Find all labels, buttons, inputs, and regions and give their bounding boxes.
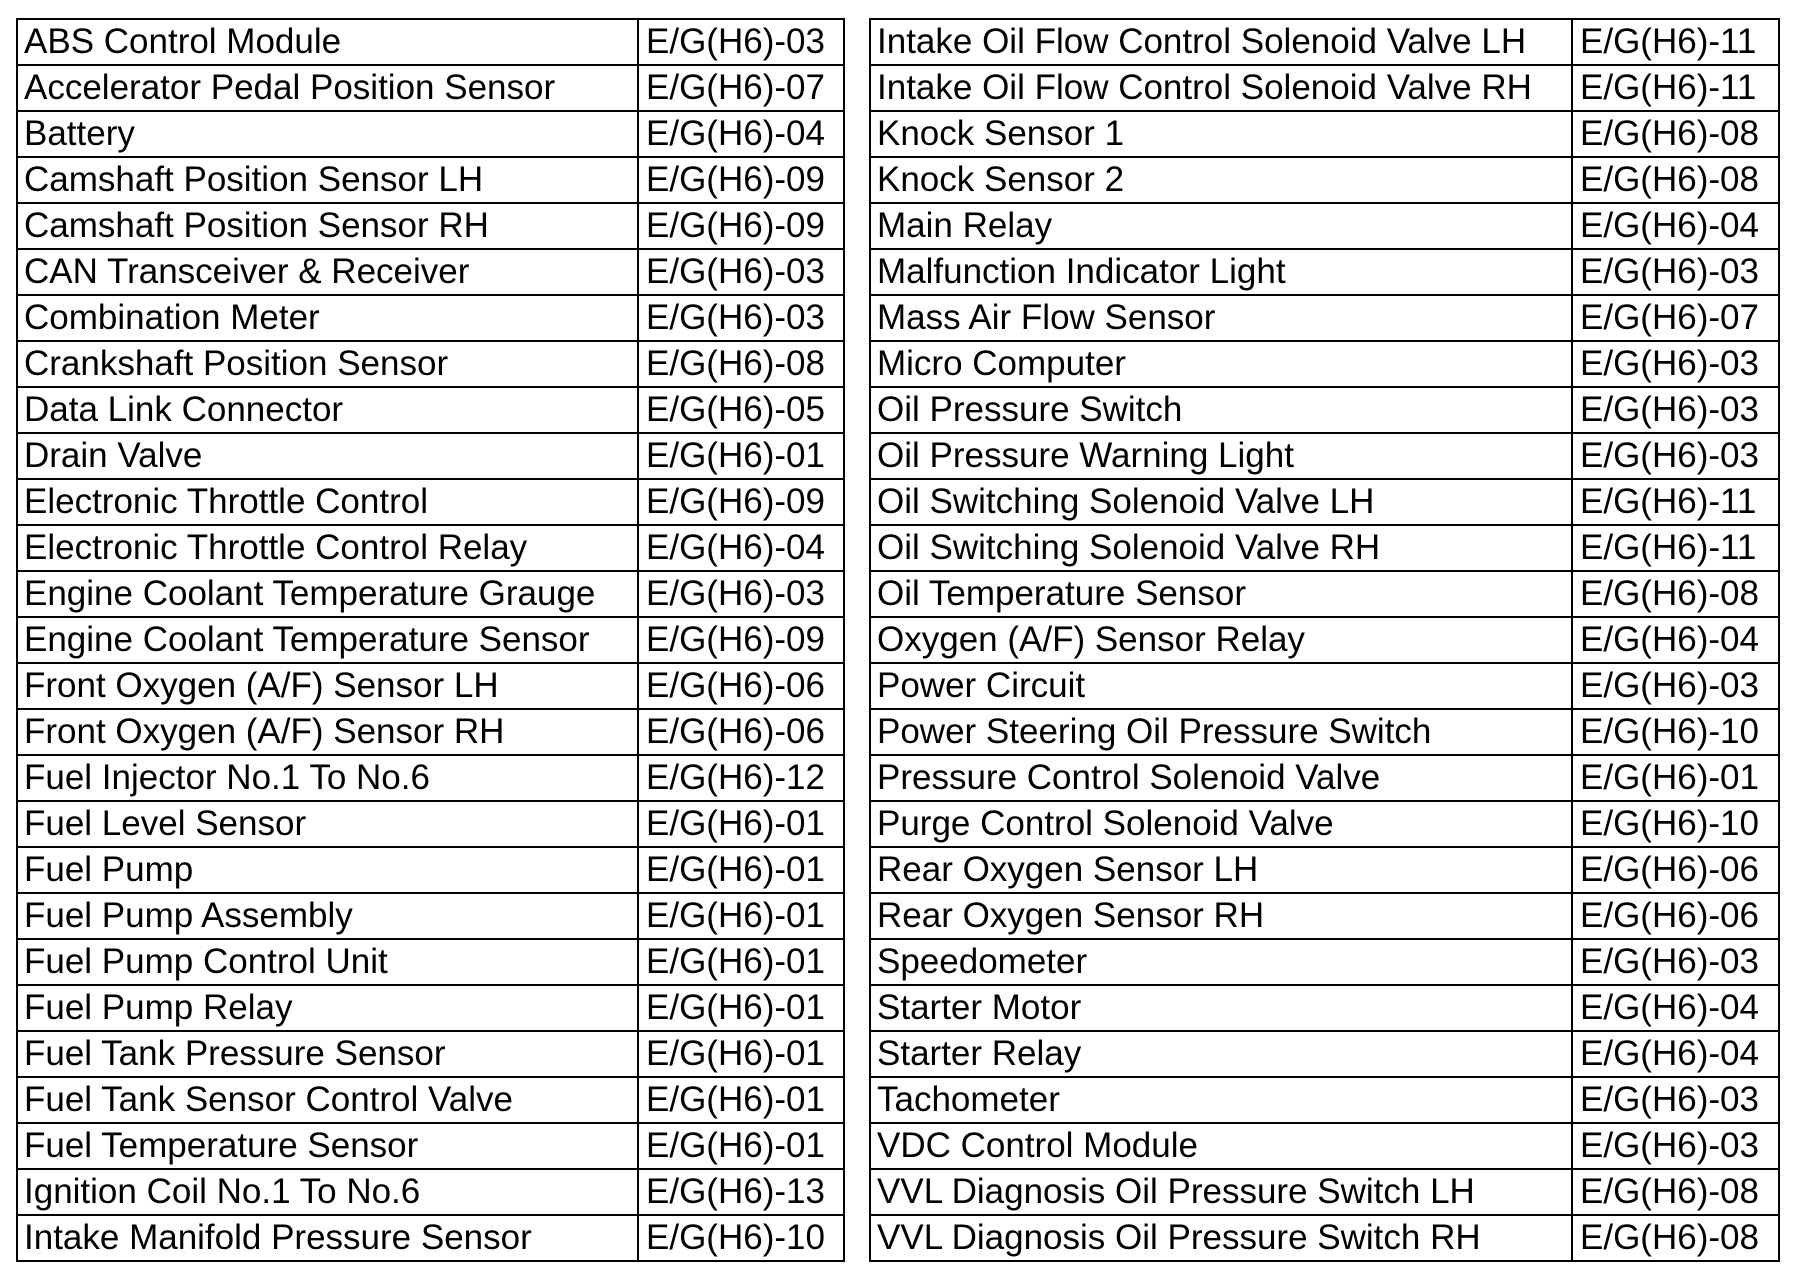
diagram-code-cell: E/G(H6)-08 — [1572, 571, 1779, 617]
table-row — [17, 617, 844, 663]
component-name-cell: Fuel Pump Assembly — [17, 893, 638, 939]
component-name-cell: Combination Meter — [17, 295, 638, 341]
table-row — [870, 801, 1779, 847]
component-name-cell: Fuel Temperature Sensor — [17, 1123, 638, 1169]
table-row — [870, 157, 1779, 203]
component-name-cell: Battery — [17, 111, 638, 157]
table-row — [870, 387, 1779, 433]
component-name-cell: Rear Oxygen Sensor RH — [870, 893, 1572, 939]
table-row — [17, 203, 844, 249]
diagram-code-cell: E/G(H6)-01 — [638, 1077, 844, 1123]
diagram-code-cell: E/G(H6)-01 — [638, 985, 844, 1031]
diagram-code-cell: E/G(H6)-04 — [1572, 203, 1779, 249]
diagram-code-cell: E/G(H6)-11 — [1572, 479, 1779, 525]
table-row — [17, 387, 844, 433]
diagram-code-cell: E/G(H6)-09 — [638, 203, 844, 249]
component-name-cell: VDC Control Module — [870, 1123, 1572, 1169]
diagram-code-cell: E/G(H6)-01 — [638, 847, 844, 893]
table-row — [17, 479, 844, 525]
component-name-cell: Fuel Pump Relay — [17, 985, 638, 1031]
diagram-code-cell: E/G(H6)-09 — [638, 617, 844, 663]
diagram-code-cell: E/G(H6)-08 — [1572, 111, 1779, 157]
table-row — [17, 755, 844, 801]
component-index-table-left — [16, 18, 845, 1262]
component-name-cell: Camshaft Position Sensor LH — [17, 157, 638, 203]
diagram-code-cell: E/G(H6)-03 — [1572, 387, 1779, 433]
diagram-code-cell: E/G(H6)-04 — [1572, 617, 1779, 663]
component-name-cell: CAN Transceiver & Receiver — [17, 249, 638, 295]
table-row — [17, 1123, 844, 1169]
table-row — [870, 1169, 1779, 1215]
table-row — [17, 571, 844, 617]
table-row — [17, 939, 844, 985]
diagram-code-cell: E/G(H6)-07 — [638, 65, 844, 111]
component-name-cell: Knock Sensor 2 — [870, 157, 1572, 203]
component-name-cell: Front Oxygen (A/F) Sensor RH — [17, 709, 638, 755]
diagram-code-cell: E/G(H6)-03 — [1572, 249, 1779, 295]
table-row — [870, 19, 1779, 65]
diagram-code-cell: E/G(H6)-03 — [1572, 433, 1779, 479]
component-name-cell: Electronic Throttle Control — [17, 479, 638, 525]
diagram-code-cell: E/G(H6)-04 — [1572, 1031, 1779, 1077]
diagram-code-cell: E/G(H6)-08 — [1572, 1215, 1779, 1261]
component-name-cell: Fuel Pump Control Unit — [17, 939, 638, 985]
table-body — [870, 19, 1779, 1261]
diagram-code-cell: E/G(H6)-03 — [1572, 939, 1779, 985]
table-row — [870, 1031, 1779, 1077]
diagram-code-cell: E/G(H6)-05 — [638, 387, 844, 433]
component-name-cell: Power Steering Oil Pressure Switch — [870, 709, 1572, 755]
component-name-cell: Engine Coolant Temperature Sensor — [17, 617, 638, 663]
table-row — [17, 111, 844, 157]
table-row — [870, 939, 1779, 985]
component-name-cell: ABS Control Module — [17, 19, 638, 65]
diagram-code-cell: E/G(H6)-13 — [638, 1169, 844, 1215]
table-row — [870, 479, 1779, 525]
table-row — [870, 985, 1779, 1031]
component-name-cell: Rear Oxygen Sensor LH — [870, 847, 1572, 893]
component-name-cell: Oil Switching Solenoid Valve RH — [870, 525, 1572, 571]
diagram-code-cell: E/G(H6)-01 — [638, 1031, 844, 1077]
component-name-cell: Fuel Level Sensor — [17, 801, 638, 847]
diagram-code-cell: E/G(H6)-06 — [1572, 847, 1779, 893]
table-row — [870, 847, 1779, 893]
component-name-cell: Starter Relay — [870, 1031, 1572, 1077]
component-name-cell: Oil Pressure Switch — [870, 387, 1572, 433]
component-name-cell: Engine Coolant Temperature Grauge — [17, 571, 638, 617]
table-row — [870, 295, 1779, 341]
component-name-cell: Fuel Tank Pressure Sensor — [17, 1031, 638, 1077]
diagram-code-cell: E/G(H6)-06 — [1572, 893, 1779, 939]
component-name-cell: Speedometer — [870, 939, 1572, 985]
component-name-cell: Main Relay — [870, 203, 1572, 249]
table-row — [17, 65, 844, 111]
diagram-code-cell: E/G(H6)-01 — [638, 893, 844, 939]
table-row — [17, 341, 844, 387]
component-name-cell: Starter Motor — [870, 985, 1572, 1031]
component-name-cell: VVL Diagnosis Oil Pressure Switch RH — [870, 1215, 1572, 1261]
component-name-cell: Fuel Pump — [17, 847, 638, 893]
diagram-code-cell: E/G(H6)-09 — [638, 479, 844, 525]
diagram-code-cell: E/G(H6)-10 — [1572, 709, 1779, 755]
component-name-cell: Purge Control Solenoid Valve — [870, 801, 1572, 847]
component-name-cell: Camshaft Position Sensor RH — [17, 203, 638, 249]
table-row — [870, 893, 1779, 939]
table-row — [17, 249, 844, 295]
component-name-cell: Oxygen (A/F) Sensor Relay — [870, 617, 1572, 663]
component-name-cell: Intake Oil Flow Control Solenoid Valve LH — [870, 19, 1572, 65]
table-row — [17, 295, 844, 341]
table-row — [17, 1031, 844, 1077]
table-row — [870, 617, 1779, 663]
table-row — [17, 663, 844, 709]
table-row — [870, 433, 1779, 479]
table-row — [870, 1077, 1779, 1123]
component-name-cell: Mass Air Flow Sensor — [870, 295, 1572, 341]
component-name-cell: Crankshaft Position Sensor — [17, 341, 638, 387]
table-row — [17, 893, 844, 939]
diagram-code-cell: E/G(H6)-06 — [638, 663, 844, 709]
diagram-code-cell: E/G(H6)-04 — [1572, 985, 1779, 1031]
table-row — [870, 1123, 1779, 1169]
table-row — [870, 341, 1779, 387]
diagram-code-cell: E/G(H6)-08 — [638, 341, 844, 387]
table-row — [17, 1169, 844, 1215]
diagram-code-cell: E/G(H6)-01 — [1572, 755, 1779, 801]
table-row — [870, 111, 1779, 157]
component-name-cell: VVL Diagnosis Oil Pressure Switch LH — [870, 1169, 1572, 1215]
component-name-cell: Knock Sensor 1 — [870, 111, 1572, 157]
diagram-code-cell: E/G(H6)-03 — [638, 19, 844, 65]
component-name-cell: Micro Computer — [870, 341, 1572, 387]
table-row — [870, 571, 1779, 617]
table-row — [17, 525, 844, 571]
diagram-code-cell: E/G(H6)-01 — [638, 801, 844, 847]
diagram-code-cell: E/G(H6)-03 — [638, 571, 844, 617]
table-row — [870, 1215, 1779, 1261]
component-name-cell: Fuel Tank Sensor Control Valve — [17, 1077, 638, 1123]
diagram-code-cell: E/G(H6)-09 — [638, 157, 844, 203]
table-row — [17, 801, 844, 847]
component-name-cell: Power Circuit — [870, 663, 1572, 709]
component-name-cell: Pressure Control Solenoid Valve — [870, 755, 1572, 801]
component-name-cell: Oil Temperature Sensor — [870, 571, 1572, 617]
diagram-code-cell: E/G(H6)-03 — [1572, 1123, 1779, 1169]
table-body — [17, 19, 844, 1261]
diagram-code-cell: E/G(H6)-01 — [638, 939, 844, 985]
component-name-cell: Data Link Connector — [17, 387, 638, 433]
diagram-code-cell: E/G(H6)-11 — [1572, 19, 1779, 65]
component-name-cell: Front Oxygen (A/F) Sensor LH — [17, 663, 638, 709]
diagram-code-cell: E/G(H6)-04 — [638, 111, 844, 157]
component-index-table-right — [869, 18, 1780, 1262]
diagram-code-cell: E/G(H6)-01 — [638, 1123, 844, 1169]
table-row — [17, 847, 844, 893]
component-name-cell: Intake Manifold Pressure Sensor — [17, 1215, 638, 1261]
component-name-cell: Oil Pressure Warning Light — [870, 433, 1572, 479]
diagram-code-cell: E/G(H6)-08 — [1572, 157, 1779, 203]
component-name-cell: Intake Oil Flow Control Solenoid Valve RH — [870, 65, 1572, 111]
diagram-code-cell: E/G(H6)-04 — [638, 525, 844, 571]
diagram-code-cell: E/G(H6)-07 — [1572, 295, 1779, 341]
component-name-cell: Tachometer — [870, 1077, 1572, 1123]
table-row — [17, 709, 844, 755]
component-name-cell: Oil Switching Solenoid Valve LH — [870, 479, 1572, 525]
table-row — [17, 157, 844, 203]
component-name-cell: Ignition Coil No.1 To No.6 — [17, 1169, 638, 1215]
table-row — [17, 19, 844, 65]
table-row — [870, 663, 1779, 709]
table-row — [870, 525, 1779, 571]
diagram-code-cell: E/G(H6)-03 — [1572, 341, 1779, 387]
diagram-code-cell: E/G(H6)-11 — [1572, 525, 1779, 571]
table-row — [870, 249, 1779, 295]
diagram-code-cell: E/G(H6)-08 — [1572, 1169, 1779, 1215]
diagram-code-cell: E/G(H6)-10 — [1572, 801, 1779, 847]
diagram-code-cell: E/G(H6)-03 — [1572, 1077, 1779, 1123]
diagram-code-cell: E/G(H6)-10 — [638, 1215, 844, 1261]
table-row — [870, 755, 1779, 801]
component-name-cell: Accelerator Pedal Position Sensor — [17, 65, 638, 111]
table-row — [870, 203, 1779, 249]
diagram-code-cell: E/G(H6)-03 — [638, 249, 844, 295]
component-name-cell: Fuel Injector No.1 To No.6 — [17, 755, 638, 801]
diagram-code-cell: E/G(H6)-06 — [638, 709, 844, 755]
table-row — [870, 709, 1779, 755]
diagram-code-cell: E/G(H6)-11 — [1572, 65, 1779, 111]
diagram-code-cell: E/G(H6)-01 — [638, 433, 844, 479]
diagram-code-cell: E/G(H6)-03 — [638, 295, 844, 341]
component-name-cell: Drain Valve — [17, 433, 638, 479]
table-row — [17, 985, 844, 1031]
table-row — [870, 65, 1779, 111]
table-row — [17, 433, 844, 479]
table-row — [17, 1215, 844, 1261]
diagram-code-cell: E/G(H6)-12 — [638, 755, 844, 801]
component-name-cell: Malfunction Indicator Light — [870, 249, 1572, 295]
diagram-code-cell: E/G(H6)-03 — [1572, 663, 1779, 709]
component-name-cell: Electronic Throttle Control Relay — [17, 525, 638, 571]
table-row — [17, 1077, 844, 1123]
